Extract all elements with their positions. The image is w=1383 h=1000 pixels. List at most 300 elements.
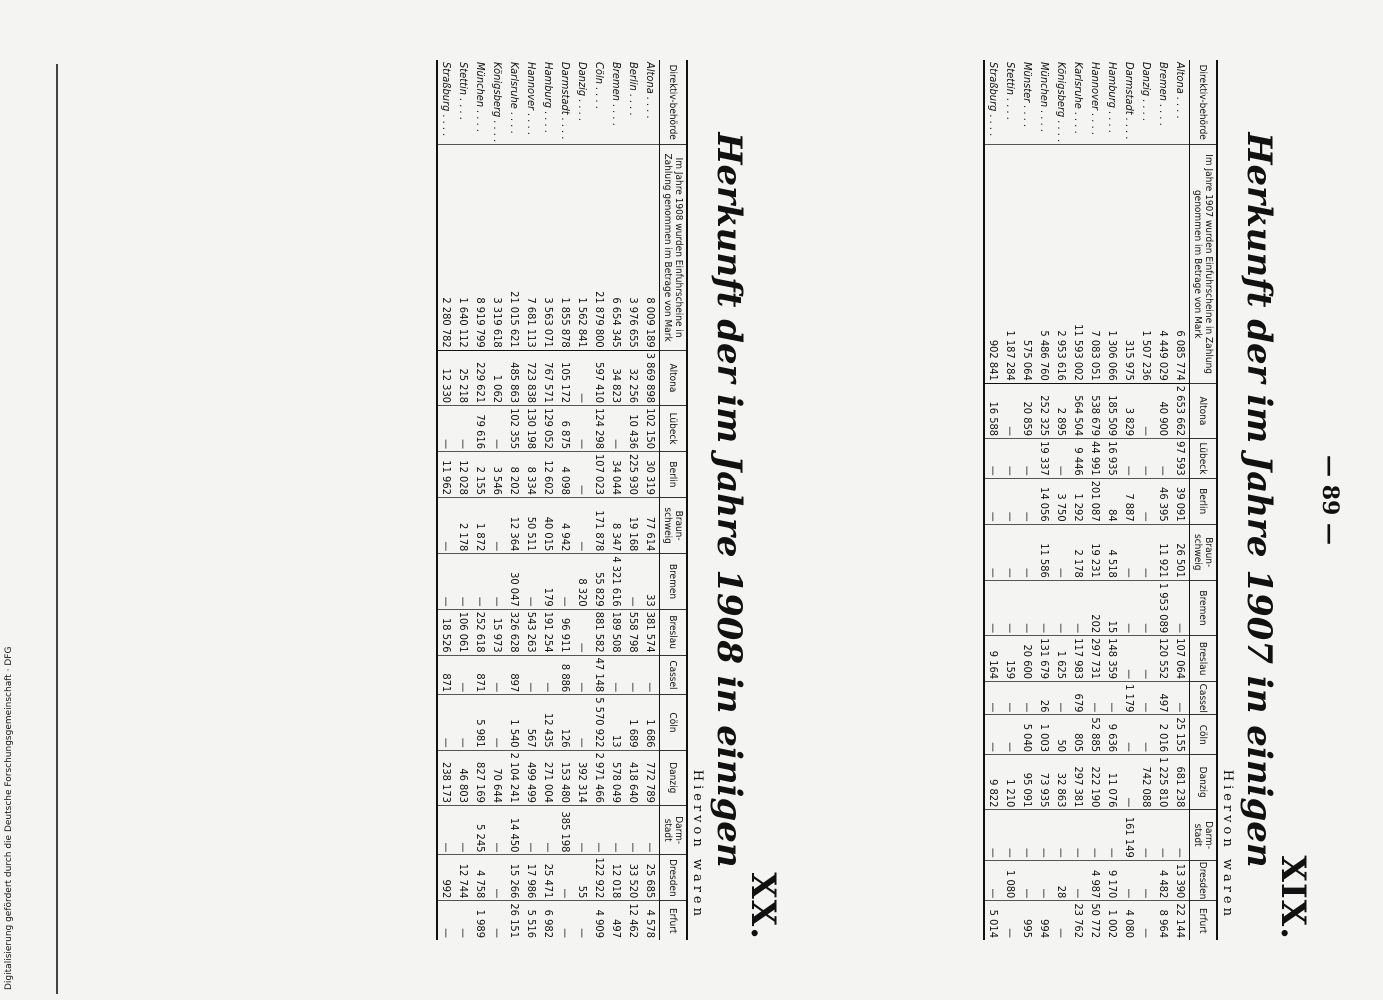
row-label: Stettin . . . . bbox=[1004, 62, 1017, 121]
table-cell: 22 144 bbox=[1172, 901, 1190, 940]
table-cell: 13 390 bbox=[1172, 860, 1190, 901]
table-cell: 73 935 bbox=[1036, 755, 1053, 810]
table-cell: 14 056 bbox=[1036, 478, 1053, 524]
table-cell: 161 149 bbox=[1121, 810, 1138, 860]
table-cell: 46 803 bbox=[455, 750, 472, 805]
row-label: Straßburg . . . . bbox=[984, 60, 1002, 145]
table-cell: 1 179 bbox=[1121, 682, 1138, 715]
table-cell: — bbox=[455, 695, 472, 750]
table-cell: 153 480 bbox=[557, 750, 574, 805]
table-cell: 5 014 bbox=[984, 901, 1002, 940]
data-table bbox=[983, 60, 1218, 940]
table-row bbox=[1155, 60, 1172, 940]
table-cell: 11 921 bbox=[1155, 524, 1172, 580]
table-cell: — bbox=[1053, 810, 1070, 860]
table-cell: 2 016 bbox=[1155, 715, 1172, 755]
row-label: Stettin . . . . bbox=[457, 62, 470, 121]
table-cell: — bbox=[574, 901, 591, 940]
table-cell: — bbox=[1138, 636, 1155, 682]
table-cell: — bbox=[1002, 901, 1019, 940]
row-label: Berlin . . . . bbox=[627, 62, 640, 116]
table-cell: 16 588 bbox=[984, 383, 1002, 438]
header-total: Im Jahre 1907 wurden Einfuhrscheine in Zahlung genommen im Betrage von Mark bbox=[1190, 145, 1218, 383]
table-row bbox=[557, 60, 574, 940]
table-cell: — bbox=[1070, 580, 1087, 635]
table-cell: 20 600 bbox=[1019, 636, 1036, 682]
table-cell: — bbox=[1138, 715, 1155, 755]
table-cell: 32 863 bbox=[1053, 755, 1070, 810]
table-cell: 12 330 bbox=[437, 350, 455, 405]
table-cell: — bbox=[523, 655, 540, 695]
table-cell: 14 450 bbox=[506, 805, 523, 854]
table-cell: 120 552 bbox=[1155, 636, 1172, 682]
table-cell: 97 593 bbox=[1172, 439, 1190, 479]
table-cell: 105 172 bbox=[557, 350, 574, 405]
table-cell: 11 593 002 bbox=[1070, 145, 1087, 383]
table-cell: 117 983 bbox=[1070, 636, 1087, 682]
table-cell: — bbox=[1138, 580, 1155, 635]
table-cell: 772 789 bbox=[642, 750, 660, 805]
table-cell: 12 602 bbox=[540, 452, 557, 498]
table-cell: — bbox=[1019, 524, 1036, 580]
table-cell: 34 044 bbox=[608, 452, 625, 498]
table-cell: — bbox=[489, 855, 506, 901]
table-cell: 871 bbox=[437, 655, 455, 695]
table-cell: 3 829 bbox=[1121, 383, 1138, 438]
table-cell: 30 047 bbox=[506, 554, 523, 609]
table-cell: 4 098 bbox=[557, 452, 574, 498]
table-cell: 19 168 bbox=[625, 497, 642, 553]
table-cell: 11 962 bbox=[437, 452, 455, 498]
table-row bbox=[1121, 60, 1138, 940]
table-cell: — bbox=[1104, 682, 1121, 715]
table-cell: 9 636 bbox=[1104, 715, 1121, 755]
table-cell: — bbox=[1172, 580, 1190, 635]
row-label: Karlsruhe . . . . bbox=[508, 62, 521, 134]
table-cell: — bbox=[540, 805, 557, 854]
table-row bbox=[1138, 60, 1155, 940]
table-cell: — bbox=[489, 554, 506, 609]
table-row bbox=[984, 60, 1002, 940]
table-cell: 46 395 bbox=[1155, 478, 1172, 524]
header-column: Cassel bbox=[660, 655, 688, 695]
table-row bbox=[1036, 60, 1053, 940]
table-cell: 9 822 bbox=[984, 755, 1002, 810]
table-cell: — bbox=[1121, 755, 1138, 810]
header-column: Darm-stadt bbox=[1190, 810, 1218, 860]
table-cell: 8 886 bbox=[557, 655, 574, 695]
table-cell: 8 964 bbox=[1155, 901, 1172, 940]
table-number: XX. bbox=[743, 872, 783, 940]
table-cell: 4 449 029 bbox=[1155, 145, 1172, 383]
table-cell: 1 562 841 bbox=[574, 145, 591, 350]
table-cell: 21 015 621 bbox=[506, 145, 523, 350]
table-cell: 4 942 bbox=[557, 497, 574, 553]
table-cell: — bbox=[642, 655, 660, 695]
row-label: Münster . . . . bbox=[1021, 62, 1034, 128]
table-cell: 1 062 bbox=[489, 350, 506, 405]
table-cell: 297 731 bbox=[1087, 636, 1104, 682]
table-cell: 485 863 bbox=[506, 350, 523, 405]
table-cell: — bbox=[1019, 580, 1036, 635]
table-cell: 4 909 bbox=[591, 901, 608, 940]
table-cell: 8 202 bbox=[506, 452, 523, 498]
table-cell: — bbox=[574, 609, 591, 655]
table-cell: 130 198 bbox=[523, 406, 540, 452]
table-cell: 723 838 bbox=[523, 350, 540, 405]
table-cell: 6 875 bbox=[557, 406, 574, 452]
table-cell: — bbox=[1036, 860, 1053, 901]
table-cell: 8 334 bbox=[523, 452, 540, 498]
table-cell: 189 508 bbox=[608, 609, 625, 655]
row-label: Danzig . . . . bbox=[576, 62, 589, 122]
header-row bbox=[1190, 60, 1218, 940]
header-column: Braun-schweig bbox=[660, 497, 688, 553]
header-column: Altona bbox=[1190, 383, 1218, 438]
table-cell: 44 991 bbox=[1087, 439, 1104, 479]
table-cell: 28 bbox=[1053, 860, 1070, 901]
table-row bbox=[455, 60, 472, 940]
table-row bbox=[523, 60, 540, 940]
table-cell: — bbox=[574, 497, 591, 553]
table-cell: — bbox=[1053, 524, 1070, 580]
table-cell: 2 953 616 bbox=[1053, 145, 1070, 383]
table-row bbox=[591, 60, 608, 940]
table-cell: — bbox=[1121, 524, 1138, 580]
row-label: Königsberg . . . . bbox=[1055, 62, 1068, 143]
header-column: Bremen bbox=[660, 554, 688, 609]
table-cell: 1 989 bbox=[472, 901, 489, 940]
table-cell: 50 772 bbox=[1087, 901, 1104, 940]
table-cell: — bbox=[1172, 810, 1190, 860]
table-cell: 18 526 bbox=[437, 609, 455, 655]
table-cell: 1 225 810 bbox=[1155, 755, 1172, 810]
table-cell: 995 bbox=[1019, 901, 1036, 940]
table-cell: 55 bbox=[574, 855, 591, 901]
header-total: Im Jahre 1908 wurden Einfuhrscheine in Zahlung genommen im Betrage von Mark bbox=[660, 145, 688, 350]
table-cell: 202 bbox=[1087, 580, 1104, 635]
table-row bbox=[1172, 60, 1190, 940]
table-cell: — bbox=[1138, 478, 1155, 524]
table-cell: — bbox=[642, 805, 660, 854]
table-cell: — bbox=[608, 655, 625, 695]
header-column: Braun-schweig bbox=[1190, 524, 1218, 580]
table-cell: — bbox=[1002, 524, 1019, 580]
table-cell: 229 621 bbox=[472, 350, 489, 405]
table-cell: 107 023 bbox=[591, 452, 608, 498]
table-cell: 159 bbox=[1002, 636, 1019, 682]
table-cell: — bbox=[455, 554, 472, 609]
table-cell: — bbox=[608, 805, 625, 854]
table-cell: 50 bbox=[1053, 715, 1070, 755]
table-cell: 21 879 800 bbox=[591, 145, 608, 350]
column-group-label: Hiervon waren bbox=[690, 769, 705, 920]
table-cell: 597 410 bbox=[591, 350, 608, 405]
table-cell: — bbox=[437, 805, 455, 854]
table-row bbox=[506, 60, 523, 940]
table-cell: 12 028 bbox=[455, 452, 472, 498]
table-cell: 26 501 bbox=[1172, 524, 1190, 580]
table-cell: 12 462 bbox=[625, 901, 642, 940]
table-cell: — bbox=[1087, 810, 1104, 860]
table-cell: — bbox=[489, 655, 506, 695]
table-cell: 499 499 bbox=[523, 750, 540, 805]
row-label: München . . . . bbox=[474, 62, 487, 133]
header-direktivbehoerde: Direktiv-behörde bbox=[1190, 60, 1218, 145]
table-cell: 2 280 782 bbox=[437, 145, 455, 350]
table-cell: — bbox=[1138, 439, 1155, 479]
table-cell: 897 bbox=[506, 655, 523, 695]
header-column: Erfurt bbox=[1190, 901, 1218, 940]
table-cell: — bbox=[1002, 439, 1019, 479]
table-cell: — bbox=[625, 554, 642, 609]
table-cell: 79 616 bbox=[472, 406, 489, 452]
table-cell: 5 981 bbox=[472, 695, 489, 750]
table-cell: — bbox=[1036, 810, 1053, 860]
table-cell: — bbox=[489, 805, 506, 854]
table-cell: — bbox=[574, 695, 591, 750]
table-row bbox=[437, 60, 455, 940]
table-cell: — bbox=[437, 901, 455, 940]
table-cell: 992 bbox=[437, 855, 455, 901]
table-row bbox=[642, 60, 660, 940]
table-cell: 1 210 bbox=[1002, 755, 1019, 810]
table-cell: 3 563 071 bbox=[540, 145, 557, 350]
table-cell: 2 895 bbox=[1053, 383, 1070, 438]
table-xx bbox=[436, 60, 783, 940]
table-cell: — bbox=[1019, 810, 1036, 860]
table-xix bbox=[983, 60, 1313, 940]
table-cell: 4 578 bbox=[642, 901, 660, 940]
table-cell: — bbox=[557, 901, 574, 940]
table-cell: — bbox=[625, 655, 642, 695]
table-row bbox=[472, 60, 489, 940]
table-cell: 4 080 bbox=[1121, 901, 1138, 940]
table-cell: 1 540 bbox=[506, 695, 523, 750]
table-cell: — bbox=[984, 524, 1002, 580]
table-cell: 742 088 bbox=[1138, 755, 1155, 810]
table-cell: 297 381 bbox=[1070, 755, 1087, 810]
table-row bbox=[1002, 60, 1019, 940]
table-cell: 15 266 bbox=[506, 855, 523, 901]
table-cell: — bbox=[1172, 682, 1190, 715]
table-cell: 767 571 bbox=[540, 350, 557, 405]
table-cell: 271 004 bbox=[540, 750, 557, 805]
table-cell: — bbox=[523, 554, 540, 609]
table-cell: 19 231 bbox=[1087, 524, 1104, 580]
table-cell: — bbox=[437, 695, 455, 750]
table-cell: 238 173 bbox=[437, 750, 455, 805]
table-cell: 3 546 bbox=[489, 452, 506, 498]
table-cell: — bbox=[1121, 715, 1138, 755]
table-cell: 9 170 bbox=[1104, 860, 1121, 901]
table-cell: — bbox=[1104, 810, 1121, 860]
table-cell: 827 169 bbox=[472, 750, 489, 805]
table-cell: 3 976 655 bbox=[625, 145, 642, 350]
table-cell: 4 321 616 bbox=[608, 554, 625, 609]
row-label: Darmstadt . . . . bbox=[559, 62, 572, 140]
table-cell: 50 511 bbox=[523, 497, 540, 553]
table-cell: — bbox=[455, 805, 472, 854]
table-cell: 12 364 bbox=[506, 497, 523, 553]
table-cell: 12 744 bbox=[455, 855, 472, 901]
table-cell: 122 922 bbox=[591, 855, 608, 901]
table-cell: 1 507 236 bbox=[1138, 145, 1155, 383]
header-column: Erfurt bbox=[660, 901, 688, 940]
table-number: XIX. bbox=[1273, 855, 1313, 940]
table-cell: — bbox=[437, 554, 455, 609]
table-cell: 381 574 bbox=[642, 609, 660, 655]
table-cell: — bbox=[984, 810, 1002, 860]
table-cell: — bbox=[1070, 860, 1087, 901]
table-cell: — bbox=[1121, 580, 1138, 635]
row-label: Altona . . . . bbox=[644, 62, 657, 119]
table-cell: — bbox=[455, 406, 472, 452]
table-cell: — bbox=[489, 497, 506, 553]
table-cell: 871 bbox=[472, 655, 489, 695]
table-cell: 95 091 bbox=[1019, 755, 1036, 810]
table-cell: 30 319 bbox=[642, 452, 660, 498]
table-cell: 26 151 bbox=[506, 901, 523, 940]
table-title: Herkunft der im Jahre 1908 in einigen bbox=[709, 132, 749, 868]
row-label: Hannover . . . . bbox=[525, 62, 538, 136]
header-column: Cöln bbox=[660, 695, 688, 750]
header-column: Dresden bbox=[1190, 860, 1218, 901]
table-cell: — bbox=[1002, 810, 1019, 860]
table-cell: 994 bbox=[1036, 901, 1053, 940]
table-cell: — bbox=[1138, 810, 1155, 860]
table-cell: 129 052 bbox=[540, 406, 557, 452]
table-cell: — bbox=[540, 655, 557, 695]
table-cell: 179 bbox=[540, 554, 557, 609]
table-cell: — bbox=[1019, 439, 1036, 479]
table-cell: 418 640 bbox=[625, 750, 642, 805]
table-cell: 5 040 bbox=[1019, 715, 1036, 755]
table-cell: — bbox=[1053, 682, 1070, 715]
table-cell: 9 446 bbox=[1070, 439, 1087, 479]
table-cell: — bbox=[984, 682, 1002, 715]
table-cell: 8 320 bbox=[574, 554, 591, 609]
header-column: Altona bbox=[660, 350, 688, 405]
row-label: Bremen . . . . bbox=[1157, 62, 1170, 127]
table-cell: 564 504 bbox=[1070, 383, 1087, 438]
table-cell: 17 986 bbox=[523, 855, 540, 901]
table-cell: — bbox=[984, 860, 1002, 901]
table-cell: 1 686 bbox=[642, 695, 660, 750]
table-cell: — bbox=[1036, 580, 1053, 635]
table-cell: 578 049 bbox=[608, 750, 625, 805]
table-cell: 1 292 bbox=[1070, 478, 1087, 524]
table-cell: — bbox=[1138, 682, 1155, 715]
table-cell: 102 355 bbox=[506, 406, 523, 452]
table-cell: 2 178 bbox=[455, 497, 472, 553]
header-column: Danzig bbox=[1190, 755, 1218, 810]
table-cell: 25 685 bbox=[642, 855, 660, 901]
table-cell: 1 080 bbox=[1002, 860, 1019, 901]
table-cell: — bbox=[1121, 636, 1138, 682]
table-cell: 47 148 bbox=[591, 655, 608, 695]
table-row bbox=[574, 60, 591, 940]
table-cell: 52 885 bbox=[1087, 715, 1104, 755]
header-column: Darm-stadt bbox=[660, 805, 688, 854]
table-cell: 558 798 bbox=[625, 609, 642, 655]
table-row bbox=[1053, 60, 1070, 940]
table-cell: 131 679 bbox=[1036, 636, 1053, 682]
table-cell: 4 482 bbox=[1155, 860, 1172, 901]
table-cell: 33 bbox=[642, 554, 660, 609]
table-cell: 3 869 898 bbox=[642, 350, 660, 405]
table-cell: 40 015 bbox=[540, 497, 557, 553]
table-cell: 12 018 bbox=[608, 855, 625, 901]
header-column: Breslau bbox=[1190, 636, 1218, 682]
table-cell: 8 919 799 bbox=[472, 145, 489, 350]
table-cell: 201 087 bbox=[1087, 478, 1104, 524]
table-cell: 15 bbox=[1104, 580, 1121, 635]
table-cell: 225 930 bbox=[625, 452, 642, 498]
table-cell: — bbox=[984, 715, 1002, 755]
row-label: Cöln . . . . bbox=[593, 62, 606, 110]
table-cell: — bbox=[1138, 860, 1155, 901]
header-column: Cassel bbox=[1190, 682, 1218, 715]
data-table bbox=[436, 60, 688, 940]
table-cell: 25 471 bbox=[540, 855, 557, 901]
table-cell: 6 982 bbox=[540, 901, 557, 940]
table-cell: 1 003 bbox=[1036, 715, 1053, 755]
row-label: München . . . . bbox=[1038, 62, 1051, 133]
table-row bbox=[1104, 60, 1121, 940]
table-cell: 55 829 bbox=[591, 554, 608, 609]
header-column: Bremen bbox=[1190, 580, 1218, 635]
table-cell: 4 518 bbox=[1104, 524, 1121, 580]
table-cell: 6 085 774 bbox=[1172, 145, 1190, 383]
table-cell: — bbox=[1053, 580, 1070, 635]
table-cell: 148 359 bbox=[1104, 636, 1121, 682]
table-cell: — bbox=[1019, 860, 1036, 901]
table-cell: — bbox=[1053, 439, 1070, 479]
table-cell: 1 002 bbox=[1104, 901, 1121, 940]
table-cell: 171 878 bbox=[591, 497, 608, 553]
header-column: Cöln bbox=[1190, 715, 1218, 755]
table-cell: 11 586 bbox=[1036, 524, 1053, 580]
table-cell: 26 bbox=[1036, 682, 1053, 715]
table-cell: 1 640 112 bbox=[455, 145, 472, 350]
header-column: Berlin bbox=[660, 452, 688, 498]
table-cell: — bbox=[437, 497, 455, 553]
table-cell: 16 935 bbox=[1104, 439, 1121, 479]
table-cell: 6 654 345 bbox=[608, 145, 625, 350]
table-cell: — bbox=[472, 554, 489, 609]
table-cell: 326 628 bbox=[506, 609, 523, 655]
header-column: Lübeck bbox=[660, 406, 688, 452]
table-cell: — bbox=[1002, 580, 1019, 635]
table-cell: 13 bbox=[608, 695, 625, 750]
table-title: Herkunft der im Jahre 1907 in einigen bbox=[1239, 132, 1279, 868]
table-cell: 126 bbox=[557, 695, 574, 750]
table-cell: 19 337 bbox=[1036, 439, 1053, 479]
table-row bbox=[540, 60, 557, 940]
table-cell: 3 319 618 bbox=[489, 145, 506, 350]
table-cell: 681 238 bbox=[1172, 755, 1190, 810]
table-cell: 5 486 760 bbox=[1036, 145, 1053, 383]
table-cell: — bbox=[574, 406, 591, 452]
table-cell: 33 520 bbox=[625, 855, 642, 901]
table-cell: 185 509 bbox=[1104, 383, 1121, 438]
table-row bbox=[1019, 60, 1036, 940]
table-cell: — bbox=[1002, 478, 1019, 524]
digitization-credit: Digitalisierung gefördert durch die Deutsche Forschungsgemeinschaft · DFG bbox=[4, 646, 14, 990]
table-cell: 10 436 bbox=[625, 406, 642, 452]
table-cell: 575 064 bbox=[1019, 145, 1036, 383]
